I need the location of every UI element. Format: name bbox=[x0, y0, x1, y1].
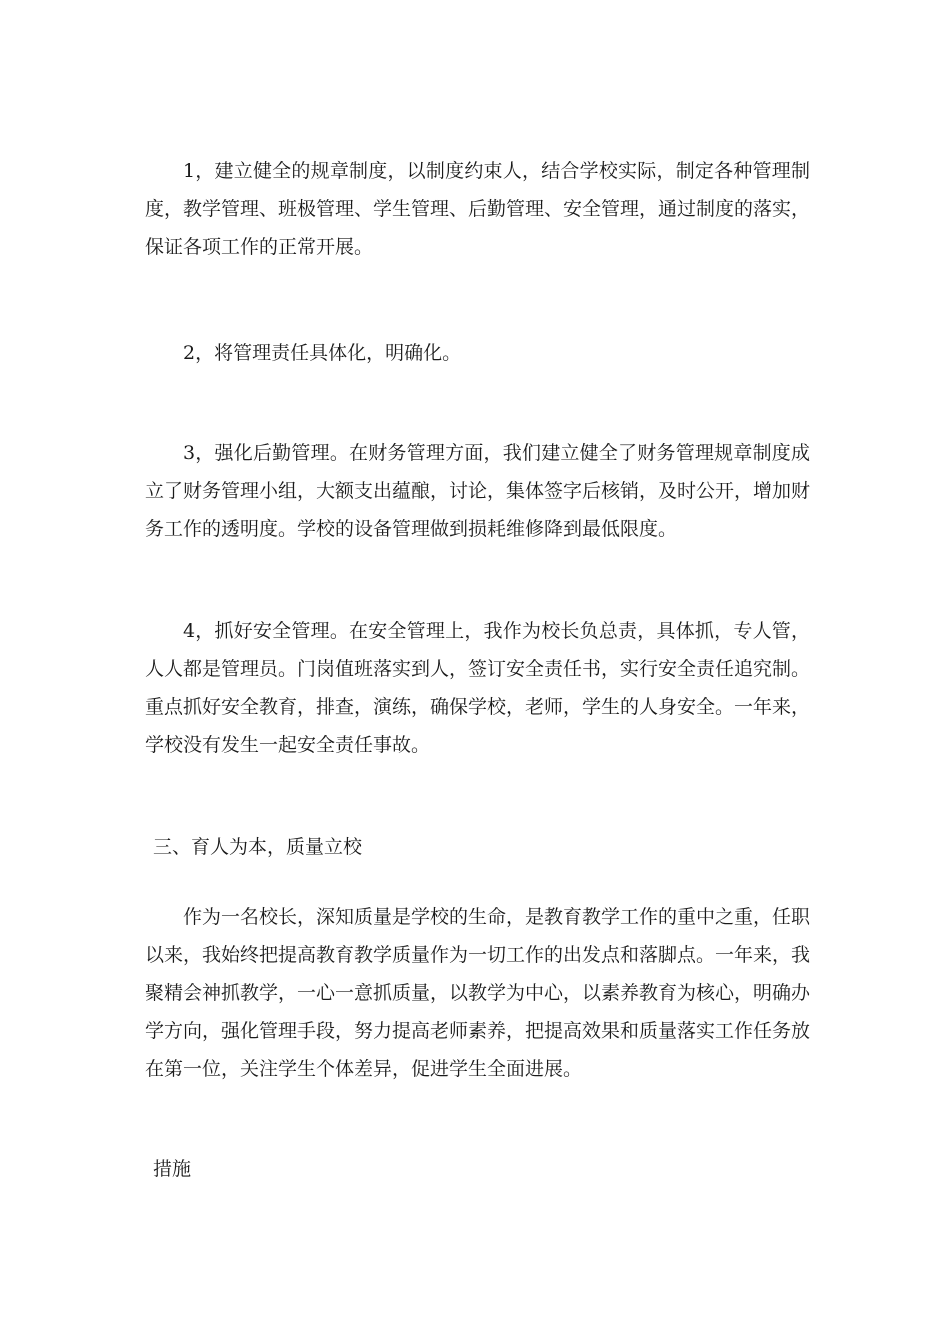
paragraph-rules-system: 1，建立健全的规章制度，以制度约束人，结合学校实际，制定各种管理制度，教学管理、班极管理、学生管理、后勤管理、安全管理，通过制度的落实，保证各项工作的正常开展。 bbox=[145, 160, 811, 258]
paragraph-safety: 4，抓好安全管理。在安全管理上，我作为校长负总责，具体抓，专人管，人人都是管理员。门岗值班落实到人，签订安全责任书，实行安全责任追究制。重点抓好安全教育，排查，演练，确保学校，老师，学生的人身安全。一年来，学校没有发生一起安全责任事故。 bbox=[145, 620, 811, 756]
paragraph-quality: 作为一名校长，深知质量是学校的生命，是教育教学工作的重中之重，任职以来，我始终把提高教育教学质量作为一切工作的出发点和落脚点。一年来，我聚精会神抓教学，一心一意抓质量，以教学为中心，以素养教育为核心，明确办学方向，强化管理手段，努力提高老师素养，把提高效果和质量落实工作任务放在第一位，关注学生个体差异，促进学生全面进展。 bbox=[145, 906, 811, 1080]
section-heading: 三、育人为本，质量立校 bbox=[153, 836, 363, 858]
paragraph-logistics: 3，强化后勤管理。在财务管理方面，我们建立健全了财务管理规章制度成立了财务管理小组，大额支出蕴酿，讨论，集体签字后核销，及时公开，增加财务工作的透明度。学校的设备管理做到损耗维修降到最低限度。 bbox=[145, 442, 811, 540]
paragraph-responsibility: 2，将管理责任具体化，明确化。 bbox=[183, 342, 462, 364]
subheading-measures: 措施 bbox=[153, 1158, 192, 1180]
